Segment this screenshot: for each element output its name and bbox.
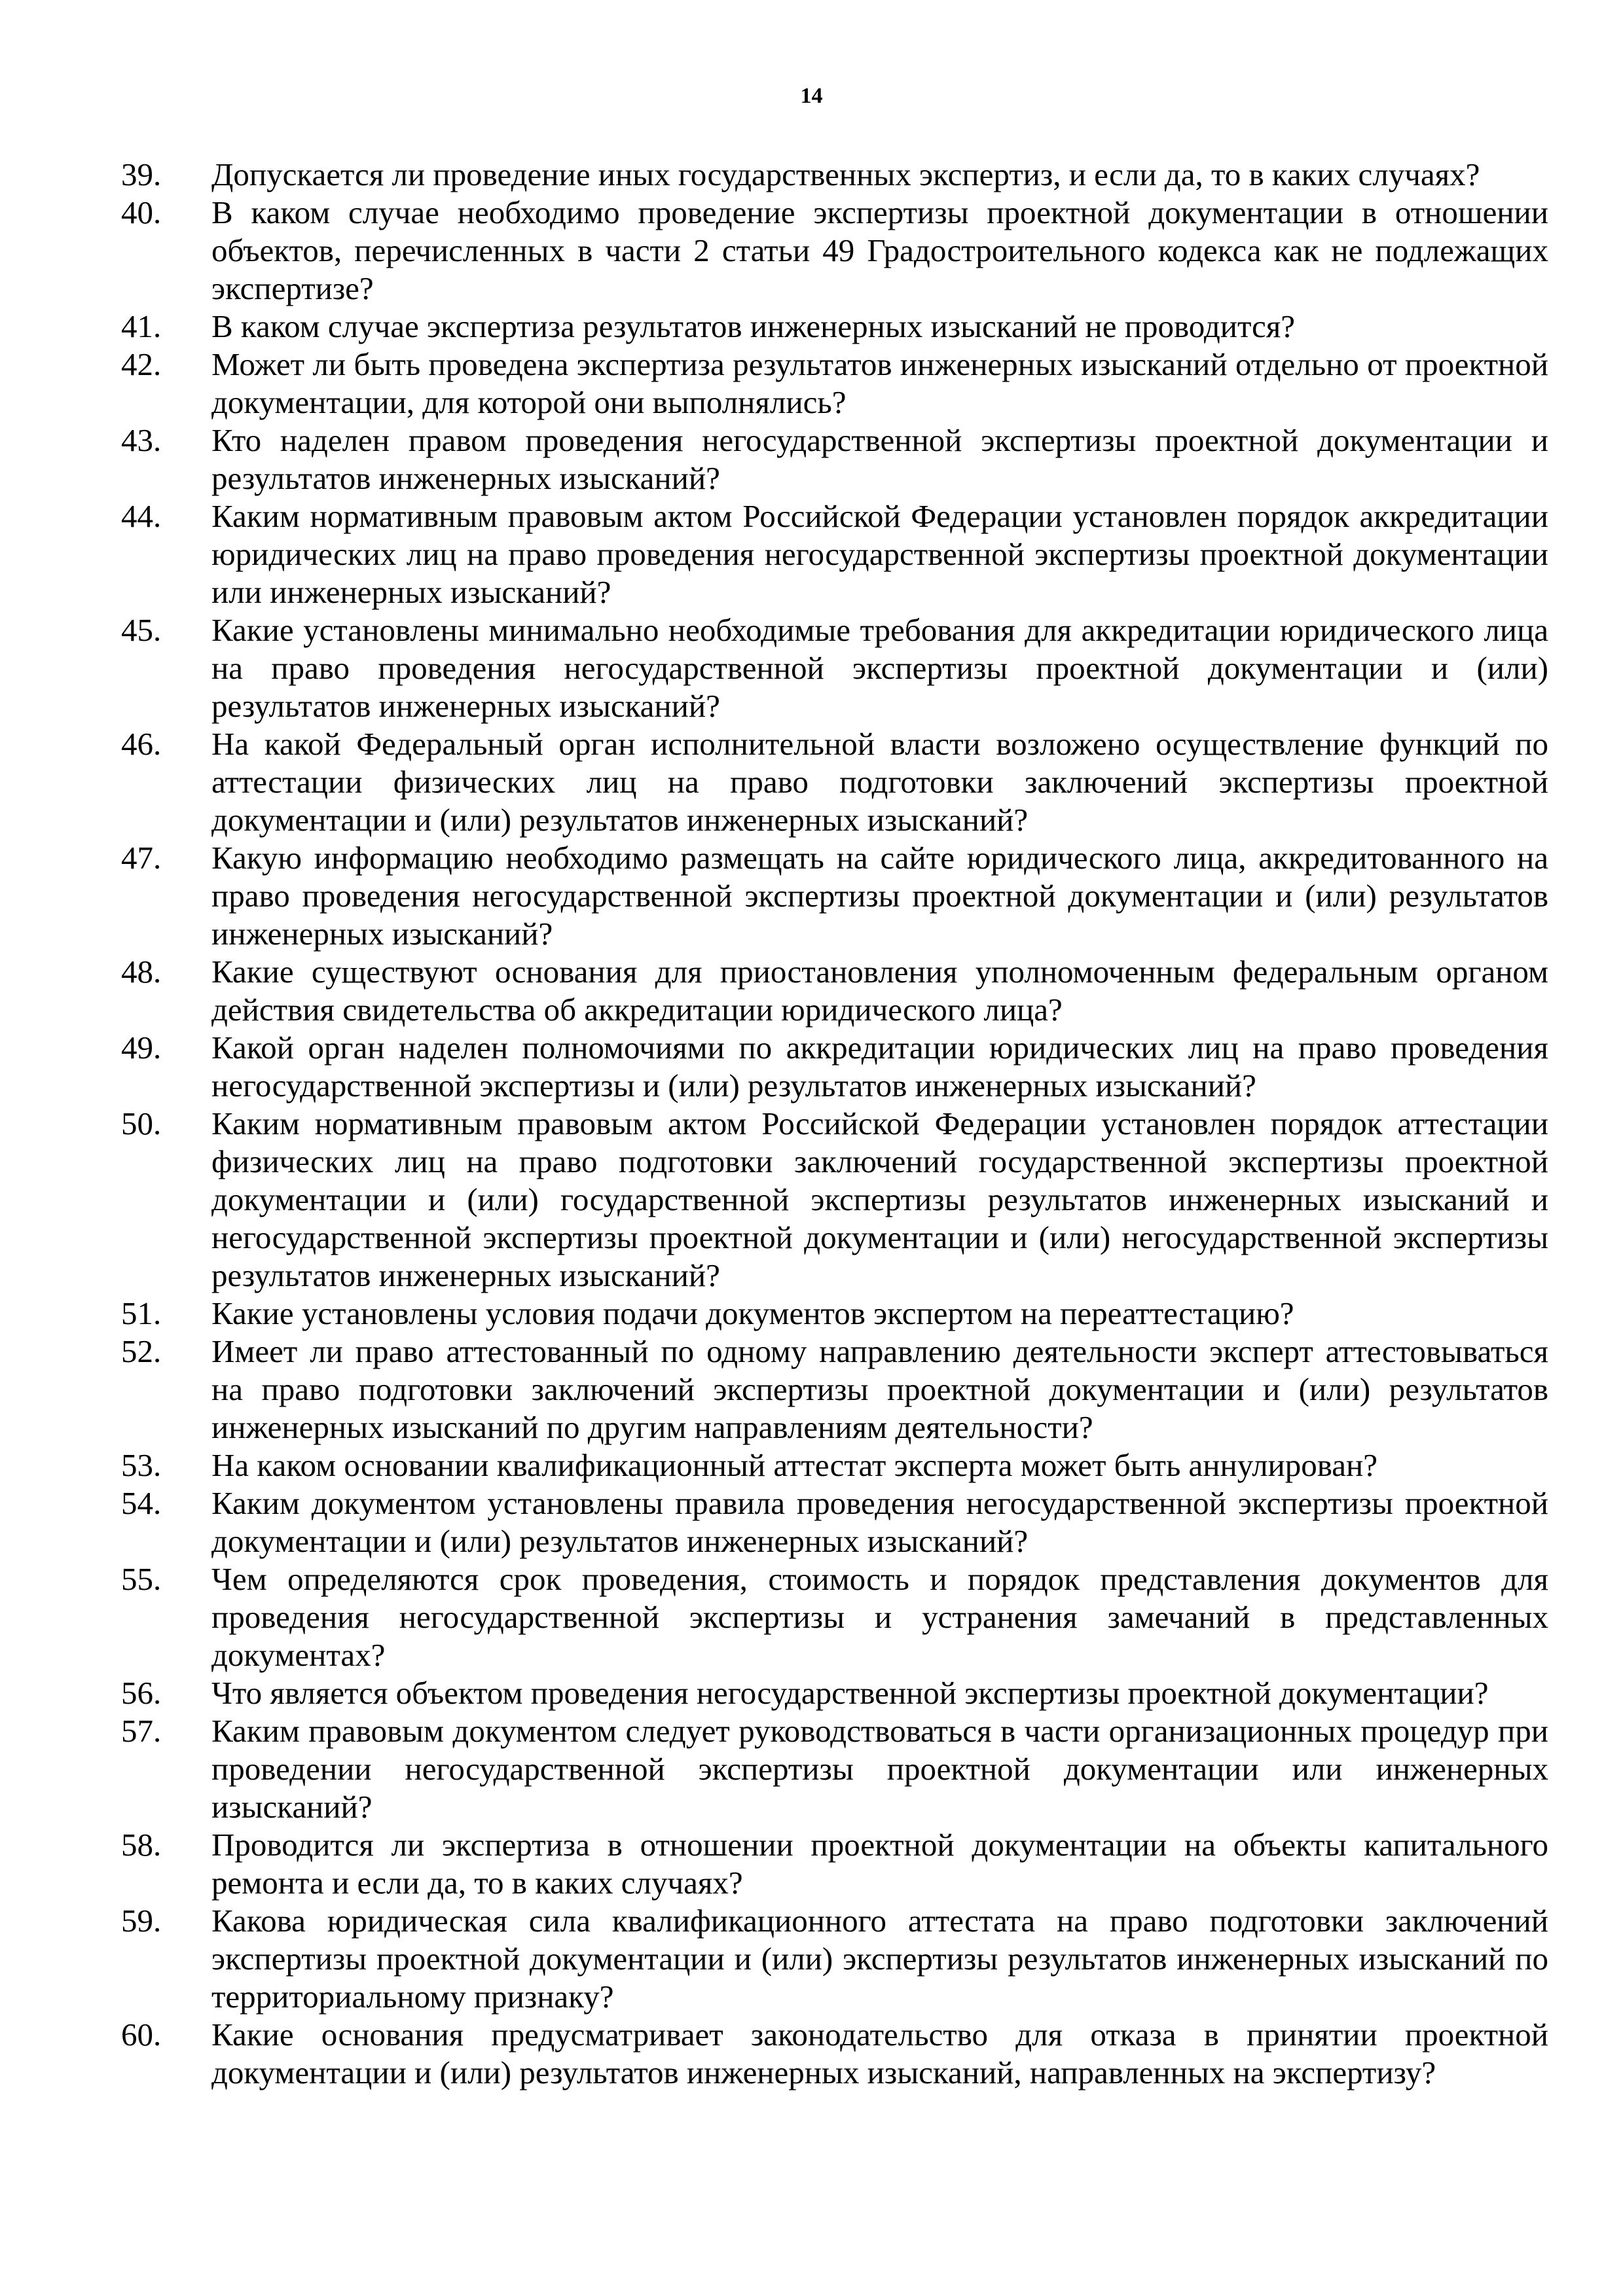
list-item bbox=[121, 1446, 1548, 1484]
question-number: 42. bbox=[121, 346, 162, 382]
question-text: Каким правовым документом следует руководствоваться в части организационных процедур при проведении негосударственной экспертизы проектной документации или инженерных изысканий? bbox=[211, 1713, 1548, 1825]
question-text: Каким документом установлены правила проведения негосударственной экспертизы проектной документации и (или) результатов инженерных изысканий? bbox=[211, 1485, 1548, 1559]
list-item bbox=[121, 194, 1548, 308]
question-text: В каком случае необходимо проведение экспертизы проектной документации в отношении объектов, перечисленных в части 2 статьи 49 Градостроительного кодекса как не подлежащих экспертизе? bbox=[211, 194, 1548, 306]
list-item bbox=[121, 1029, 1548, 1105]
question-number: 50. bbox=[121, 1105, 162, 1141]
list-item bbox=[121, 1826, 1548, 1902]
question-number: 47. bbox=[121, 840, 162, 876]
question-number: 41. bbox=[121, 308, 162, 344]
list-item bbox=[121, 346, 1548, 422]
question-text: В каком случае экспертиза результатов инженерных изысканий не проводится? bbox=[211, 308, 1296, 344]
question-text: Каким нормативным правовым актом Российской Федерации установлен порядок аккредитации юридических лиц на право проведения негосударственной экспертизы проектной документации или инженерных изысканий? bbox=[211, 498, 1548, 610]
question-text: Чем определяются срок проведения, стоимость и порядок представления документов для проведения негосударственной экспертизы и устранения замечаний в представленных документах? bbox=[211, 1561, 1548, 1673]
question-text: Может ли быть проведена экспертиза результатов инженерных изысканий отдельно от проектной документации, для которой они выполнялись? bbox=[211, 346, 1548, 420]
list-item bbox=[121, 1712, 1548, 1826]
question-number: 52. bbox=[121, 1333, 162, 1369]
question-number: 54. bbox=[121, 1485, 162, 1521]
question-number: 44. bbox=[121, 498, 162, 534]
question-number: 58. bbox=[121, 1827, 162, 1863]
question-list bbox=[121, 156, 1548, 2092]
question-text: Какую информацию необходимо размещать на сайте юридического лица, аккредитованного на право проведения негосударственной экспертизы проектной документации и (или) результатов инженерных изысканий? bbox=[211, 840, 1548, 952]
question-text: Имеет ли право аттестованный по одному направлению деятельности эксперт аттестовываться на право подготовки заключений экспертизы проектной документации и (или) результатов инженерных изысканий по другим направлениям деятельности? bbox=[211, 1333, 1548, 1445]
question-text: На какой Федеральный орган исполнительной власти возложено осуществление функций по аттестации физических лиц на право подготовки заключений экспертизы проектной документации и (или) результатов инженерных изысканий? bbox=[211, 726, 1548, 838]
question-number: 55. bbox=[121, 1561, 162, 1597]
question-text: Какие установлены условия подачи документов экспертом на переаттестацию? bbox=[211, 1295, 1294, 1331]
list-item bbox=[121, 839, 1548, 953]
question-number: 49. bbox=[121, 1030, 162, 1066]
question-text: Проводится ли экспертиза в отношении проектной документации на объекты капитального ремонта и если да, то в каких случаях? bbox=[211, 1827, 1548, 1901]
list-item bbox=[121, 953, 1548, 1029]
question-number: 48. bbox=[121, 954, 162, 990]
list-item bbox=[121, 1333, 1548, 1446]
page-number: 14 bbox=[800, 84, 823, 108]
question-number: 51. bbox=[121, 1295, 162, 1331]
question-number: 60. bbox=[121, 2017, 162, 2053]
question-number: 57. bbox=[121, 1713, 162, 1749]
list-item bbox=[121, 1105, 1548, 1295]
list-item bbox=[121, 1560, 1548, 1674]
question-number: 59. bbox=[121, 1903, 162, 1939]
question-number: 56. bbox=[121, 1675, 162, 1711]
list-item bbox=[121, 308, 1548, 346]
list-item bbox=[121, 611, 1548, 725]
question-text: На каком основании квалификационный аттестат эксперта может быть аннулирован? bbox=[211, 1447, 1377, 1483]
question-text: Каким нормативным правовым актом Российской Федерации установлен порядок аттестации физических лиц на право подготовки заключений государственной экспертизы проектной документации и (или) государственной экспертизы результатов инженерных изысканий и негосударственной экспертизы проектной документации и (или) негосударственной экспертизы результатов инженерных изысканий? bbox=[211, 1105, 1548, 1293]
list-item bbox=[121, 497, 1548, 611]
question-text: Допускается ли проведение иных государственных экспертиз, и если да, то в каких случаях? bbox=[211, 156, 1480, 192]
list-item bbox=[121, 422, 1548, 497]
question-number: 39. bbox=[121, 156, 162, 192]
question-text: Какова юридическая сила квалификационного аттестата на право подготовки заключений экспертизы проектной документации и (или) экспертизы результатов инженерных изысканий по территориальному признаку? bbox=[211, 1903, 1548, 2015]
question-text: Какие основания предусматривает законодательство для отказа в принятии проектной документации и (или) результатов инженерных изысканий, направленных на экспертизу? bbox=[211, 2017, 1548, 2090]
list-item bbox=[121, 1295, 1548, 1333]
list-item bbox=[121, 725, 1548, 839]
question-text: Кто наделен правом проведения негосударственной экспертизы проектной документации и результатов инженерных изысканий? bbox=[211, 422, 1548, 496]
list-item bbox=[121, 1484, 1548, 1560]
list-item bbox=[121, 1674, 1548, 1712]
question-text: Какой орган наделен полномочиями по аккредитации юридических лиц на право проведения негосударственной экспертизы и (или) результатов инженерных изысканий? bbox=[211, 1030, 1548, 1103]
question-text: Что является объектом проведения негосударственной экспертизы проектной документации? bbox=[211, 1675, 1489, 1711]
question-number: 40. bbox=[121, 194, 162, 230]
question-number: 46. bbox=[121, 726, 162, 762]
question-text: Какие установлены минимально необходимые требования для аккредитации юридического лица на право проведения негосударственной экспертизы проектной документации и (или) результатов инженерных изысканий? bbox=[211, 612, 1548, 724]
question-number: 43. bbox=[121, 422, 162, 458]
question-number: 53. bbox=[121, 1447, 162, 1483]
list-item bbox=[121, 1902, 1548, 2016]
list-item bbox=[121, 156, 1548, 194]
question-text: Какие существуют основания для приостановления уполномоченным федеральным органом действия свидетельства об аккредитации юридического лица? bbox=[211, 954, 1548, 1028]
question-number: 45. bbox=[121, 612, 162, 648]
list-item bbox=[121, 2016, 1548, 2092]
